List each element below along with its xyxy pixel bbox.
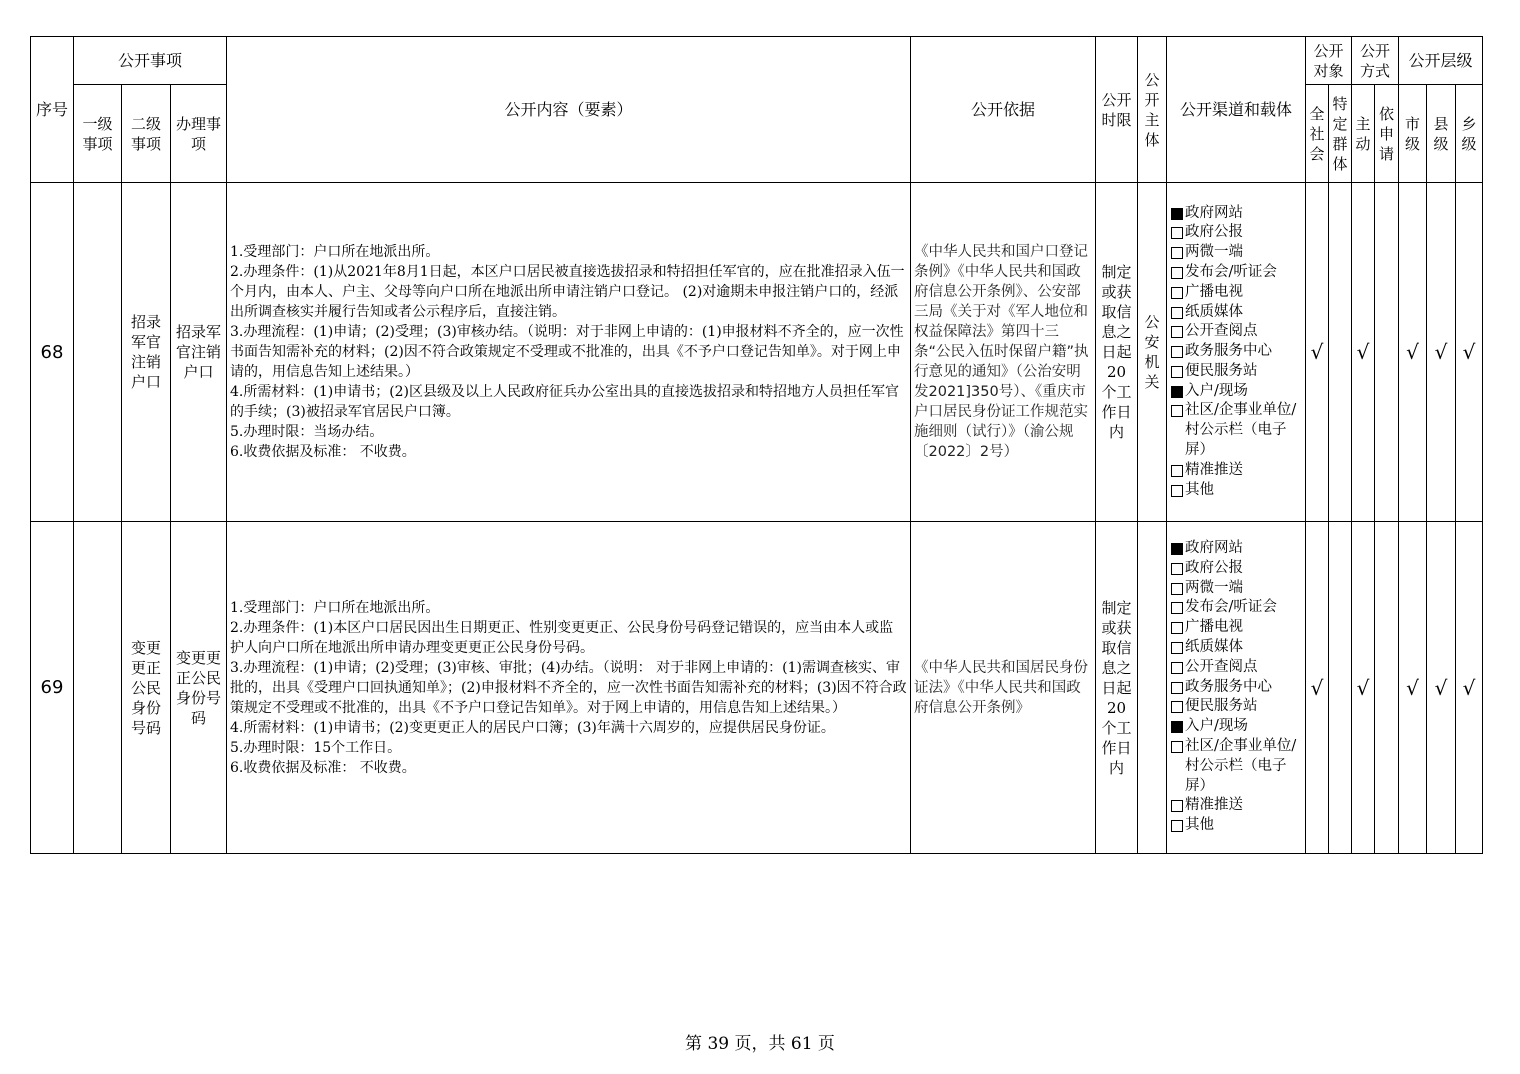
channel-label: 纸质媒体: [1185, 303, 1243, 320]
channel-item: [1171, 481, 1301, 501]
row-level-city: √: [1399, 183, 1427, 522]
channel-item: [1171, 638, 1301, 658]
channel-label: 两微一端: [1185, 579, 1243, 596]
channel-label: 便民服务站: [1185, 698, 1258, 715]
row-method-active: √: [1352, 183, 1375, 522]
row-target-specific: [1329, 522, 1352, 854]
unchecked-box-icon: [1171, 405, 1183, 417]
channel-label: 其他: [1185, 817, 1214, 834]
unchecked-box-icon: [1171, 682, 1183, 694]
row-method-request: [1375, 183, 1399, 522]
header-channel: 公开渠道和载体: [1167, 37, 1306, 183]
unchecked-box-icon: [1171, 642, 1183, 654]
channel-item: [1171, 263, 1301, 283]
row-method-request: [1375, 522, 1399, 854]
row-level1: [74, 183, 122, 522]
channel-label: 发布会/听证会: [1185, 599, 1277, 616]
unchecked-box-icon: [1171, 346, 1183, 358]
row-channels: [1167, 183, 1306, 522]
channel-label: 政府公报: [1185, 224, 1243, 241]
channel-item: [1171, 461, 1301, 481]
row-basis: 《中华人民共和国居民身份证法》《中华人民共和国政府信息公开条例》: [911, 522, 1096, 854]
row-level1: [74, 522, 122, 854]
channel-label: 政务服务中心: [1185, 343, 1272, 360]
channel-label: 政务服务中心: [1185, 678, 1272, 695]
row-time: 制定或获取信息之日起20个工作日内: [1096, 183, 1138, 522]
channel-item: [1171, 598, 1301, 618]
row-level-town: √: [1456, 183, 1483, 522]
unchecked-box-icon: [1171, 563, 1183, 575]
unchecked-box-icon: [1171, 662, 1183, 674]
channel-label: 社区/企事业单位/村公示栏（电子屏）: [1185, 737, 1297, 794]
unchecked-box-icon: [1171, 741, 1183, 753]
channel-item: [1171, 243, 1301, 263]
row-subject: 公安机关: [1138, 183, 1167, 522]
channel-item: [1171, 737, 1301, 796]
channel-item: [1171, 717, 1301, 737]
header-items: 公开事项: [74, 37, 227, 85]
channel-item: [1171, 362, 1301, 382]
channel-item: [1171, 678, 1301, 698]
row-channels: [1167, 522, 1306, 854]
row-seq: 69: [31, 522, 74, 854]
channel-item: [1171, 223, 1301, 243]
channel-label: 广播电视: [1185, 619, 1243, 636]
row-level-town: √: [1456, 522, 1483, 854]
channel-item: [1171, 303, 1301, 323]
checked-box-icon: [1171, 386, 1183, 398]
header-target-specific: 特定群体: [1329, 85, 1352, 183]
header-level1: 一级事项: [74, 85, 122, 183]
channel-label: 其他: [1185, 481, 1214, 498]
page-footer: 第 39 页，共 61 页: [685, 1034, 835, 1054]
channel-item: [1171, 697, 1301, 717]
channel-item: [1171, 579, 1301, 599]
channel-label: 两微一端: [1185, 244, 1243, 261]
checked-box-icon: [1171, 721, 1183, 733]
channel-label: 政府公报: [1185, 559, 1243, 576]
header-basis: 公开依据: [911, 37, 1096, 183]
channel-label: 政府网站: [1185, 540, 1243, 557]
channel-item: [1171, 322, 1301, 342]
checked-box-icon: [1171, 208, 1183, 220]
row-level-county: √: [1427, 522, 1456, 854]
row-time: 制定或获取信息之日起20个工作日内: [1096, 522, 1138, 854]
unchecked-box-icon: [1171, 622, 1183, 634]
channel-item: [1171, 382, 1301, 402]
unchecked-box-icon: [1171, 326, 1183, 338]
unchecked-box-icon: [1171, 287, 1183, 299]
header-method: 公开方式: [1352, 37, 1399, 85]
channel-label: 纸质媒体: [1185, 639, 1243, 655]
unchecked-box-icon: [1171, 465, 1183, 477]
channel-item: [1171, 342, 1301, 362]
unchecked-box-icon: [1171, 307, 1183, 319]
channel-label: 精准推送: [1185, 797, 1243, 814]
unchecked-box-icon: [1171, 227, 1183, 239]
channel-item: [1171, 618, 1301, 638]
channel-item: [1171, 658, 1301, 678]
header-level2: 二级事项: [122, 85, 171, 183]
channel-label: 发布会/听证会: [1185, 263, 1277, 280]
header-level-town: 乡级: [1456, 85, 1483, 183]
channel-label: 广播电视: [1185, 283, 1243, 300]
header-level-city: 市级: [1399, 85, 1427, 183]
channel-item: [1171, 283, 1301, 303]
unchecked-box-icon: [1171, 583, 1183, 595]
row-content: 1.受理部门：户口所在地派出所。 2.办理条件：(1)本区户口居民因出生日期更正、性别变更更正、公民身份号码登记错误的，应当由本人或监护人向户口所在地派出所申请办理变更更正公民身份号码。 3.办理流程：(1)申请；(2)受理；(3)审核、审批；(4)办结。（说明： 对于非网上申请的：(1)需调查核实、审批的，出具《受理户口回执通知单》；(2)申报材料不齐全的，应一次性书面告知需补充的材料；(3)因不符合政策规定不受理或不批准的，出具《不予户口登记告知单》。对于网上申请的，用信息告知上述结果。） 4.所需材料：(1)申请书；(2)变更更正人的居民户口簿；(3)年满十六周岁的，应提供居民身份证。 5.办理时限：15个工作日。 6.收费依据及标准： 不收费。: [227, 522, 911, 854]
channel-item: [1171, 796, 1301, 816]
unchecked-box-icon: [1171, 267, 1183, 279]
row-level-county: √: [1427, 183, 1456, 522]
row-level2: 招录军官注销户口: [122, 183, 171, 522]
unchecked-box-icon: [1171, 247, 1183, 259]
header-subject: 公开主体: [1138, 37, 1167, 183]
row-target-all: √: [1306, 183, 1329, 522]
header-target-all: 全社会: [1306, 85, 1329, 183]
channel-label: 公开查阅点: [1185, 658, 1258, 675]
header-content: 公开内容（要素）: [227, 37, 911, 183]
row-seq: 68: [31, 183, 74, 522]
channel-label: 社区/企事业单位/村公示栏（电子屏）: [1185, 402, 1297, 459]
unchecked-box-icon: [1171, 485, 1183, 497]
channel-item: [1171, 539, 1301, 559]
row-target-all: √: [1306, 522, 1329, 854]
row-content: 1.受理部门：户口所在地派出所。 2.办理条件：(1)从2021年8月1日起，本区户口居民被直接选拔招录和特招担任军官的，应在批准招录入伍一个月内，由本人、户主、父母等向户口所在地派出所申请注销户口登记。 (2)对逾期未申报注销户口的，经派出所调查核实并履行告知或者公示程序后，直接注销。 3.办理流程：(1)申请；(2)受理；(3)审核办结。（说明：对于非网上申请的：(1)申报材料不齐全的，应一次性书面告知需补充的材料；(2)因不符合政策规定不受理或不批准的，出具《不予户口登记告知单》。对于网上申请的，用信息告知上述结果。） 4.所需材料：(1)申请书；(2)区县级及以上人民政府征兵办公室出具的直接选拔招录和特招地方人员担任军官的手续；(3)被招录军官居民户口簿。 5.办理时限：当场办结。 6.收费依据及标准： 不收费。: [227, 183, 911, 522]
header-level-county: 县级: [1427, 85, 1456, 183]
row-handle: 变更更正公民身份号码: [171, 522, 227, 854]
header-method-active: 主动: [1352, 85, 1375, 183]
channel-label: 入户/现场: [1185, 718, 1248, 735]
row-target-specific: [1329, 183, 1352, 522]
row-level-city: √: [1399, 522, 1427, 854]
table-row: [31, 522, 1483, 854]
header-level: 公开层级: [1399, 37, 1483, 85]
channel-item: [1171, 559, 1301, 579]
unchecked-box-icon: [1171, 820, 1183, 832]
unchecked-box-icon: [1171, 701, 1183, 713]
channel-item: [1171, 204, 1301, 224]
header-handle: 办理事项: [171, 85, 227, 183]
checked-box-icon: [1171, 543, 1183, 555]
row-method-active: √: [1352, 522, 1375, 854]
channel-label: 公开查阅点: [1185, 323, 1258, 340]
channel-item: [1171, 401, 1301, 460]
header-target: 公开对象: [1306, 37, 1352, 85]
channel-label: 入户/现场: [1185, 382, 1248, 399]
header-method-request: 依申请: [1375, 85, 1399, 183]
channel-item: [1171, 816, 1301, 836]
unchecked-box-icon: [1171, 602, 1183, 614]
unchecked-box-icon: [1171, 800, 1183, 812]
row-handle: 招录军官注销户口: [171, 183, 227, 522]
header-time: 公开时限: [1096, 37, 1138, 183]
row-level2: 变更更正公民身份号码: [122, 522, 171, 854]
channel-label: 精准推送: [1185, 461, 1243, 478]
table-row: [31, 183, 1483, 522]
disclosure-table: [30, 36, 1483, 854]
unchecked-box-icon: [1171, 366, 1183, 378]
channel-label: 政府网站: [1185, 204, 1243, 221]
channel-label: 便民服务站: [1185, 362, 1258, 379]
header-seq: 序号: [31, 37, 74, 183]
row-subject: [1138, 522, 1167, 854]
row-basis: 《中华人民共和国户口登记条例》《中华人民共和国政府信息公开条例》、公安部三局《关于对《军人地位和权益保障法》第四十三条“公民入伍时保留户籍”执行意见的通知》（公治安明发2021]350号）、《重庆市户口居民身份证工作规范实施细则（试行）》（渝公规〔2022〕2号）: [911, 183, 1096, 522]
